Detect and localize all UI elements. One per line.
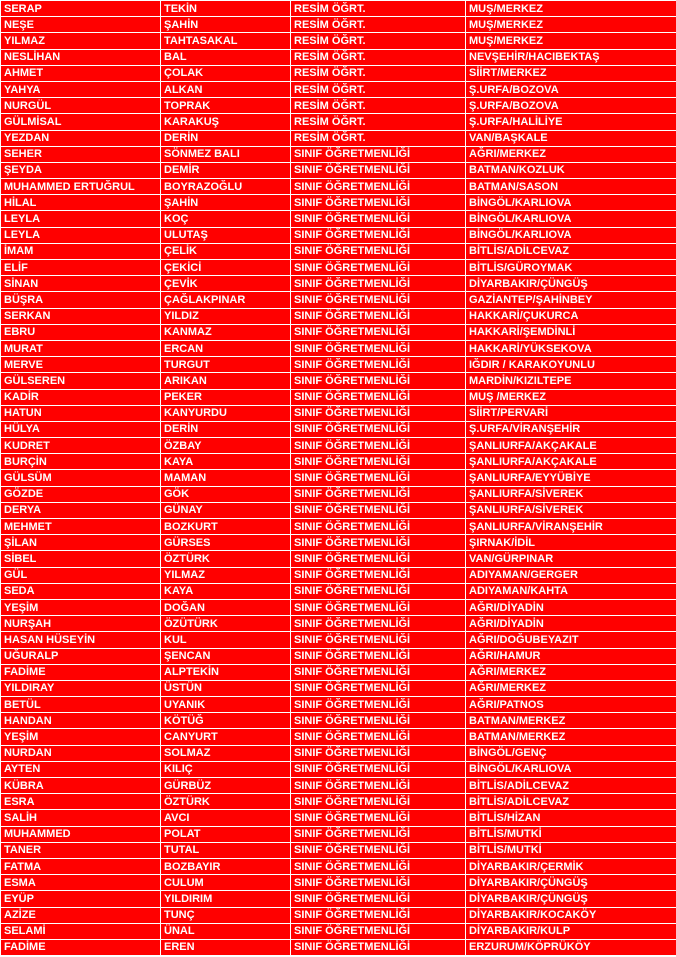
last-name-cell: ÇELİK — [161, 243, 291, 259]
table-row — [1, 535, 676, 551]
table-row — [1, 454, 676, 470]
first-name-cell: MUHAMMED — [1, 826, 161, 842]
location-cell: BİNGÖL/KARLIOVA — [466, 761, 676, 777]
first-name-cell: YILDIRAY — [1, 680, 161, 696]
branch-cell: SINIF ÖĞRETMENLİĞİ — [291, 502, 466, 518]
branch-cell: SINIF ÖĞRETMENLİĞİ — [291, 810, 466, 826]
branch-cell: SINIF ÖĞRETMENLİĞİ — [291, 389, 466, 405]
first-name-cell: MURAT — [1, 340, 161, 356]
last-name-cell: UYANIK — [161, 697, 291, 713]
branch-cell: SINIF ÖĞRETMENLİĞİ — [291, 891, 466, 907]
last-name-cell: ÇAĞLAKPINAR — [161, 292, 291, 308]
last-name-cell: TUTAL — [161, 842, 291, 858]
table-row — [1, 211, 676, 227]
table-row — [1, 632, 676, 648]
last-name-cell: ŞAHİN — [161, 195, 291, 211]
last-name-cell: ÜSTÜN — [161, 680, 291, 696]
last-name-cell: TUNÇ — [161, 907, 291, 923]
first-name-cell: LEYLA — [1, 211, 161, 227]
last-name-cell: KANYURDU — [161, 405, 291, 421]
last-name-cell: KILIÇ — [161, 761, 291, 777]
first-name-cell: SİNAN — [1, 276, 161, 292]
location-cell: HAKKARİ/ŞEMDİNLİ — [466, 324, 676, 340]
branch-cell: RESİM ÖĞRT. — [291, 65, 466, 81]
branch-cell: SINIF ÖĞRETMENLİĞİ — [291, 713, 466, 729]
branch-cell: SINIF ÖĞRETMENLİĞİ — [291, 357, 466, 373]
branch-cell: SINIF ÖĞRETMENLİĞİ — [291, 648, 466, 664]
branch-cell: SINIF ÖĞRETMENLİĞİ — [291, 680, 466, 696]
first-name-cell: HATUN — [1, 405, 161, 421]
table-row — [1, 502, 676, 518]
first-name-cell: HİLAL — [1, 195, 161, 211]
first-name-cell: ŞEYDA — [1, 162, 161, 178]
branch-cell: SINIF ÖĞRETMENLİĞİ — [291, 211, 466, 227]
table-row — [1, 794, 676, 810]
first-name-cell: ESMA — [1, 875, 161, 891]
table-row — [1, 49, 676, 65]
table-row — [1, 939, 676, 955]
first-name-cell: YAHYA — [1, 81, 161, 97]
last-name-cell: KÖTÜĞ — [161, 713, 291, 729]
location-cell: VAN/BAŞKALE — [466, 130, 676, 146]
table-row — [1, 324, 676, 340]
last-name-cell: KARAKUŞ — [161, 114, 291, 130]
last-name-cell: ŞENCAN — [161, 648, 291, 664]
last-name-cell: DERİN — [161, 130, 291, 146]
branch-cell: SINIF ÖĞRETMENLİĞİ — [291, 195, 466, 211]
table-row — [1, 260, 676, 276]
location-cell: Ş.URFA/BOZOVA — [466, 98, 676, 114]
last-name-cell: KANMAZ — [161, 324, 291, 340]
first-name-cell: BETÜL — [1, 697, 161, 713]
last-name-cell: YILDIZ — [161, 308, 291, 324]
branch-cell: SINIF ÖĞRETMENLİĞİ — [291, 761, 466, 777]
branch-cell: RESİM ÖĞRT. — [291, 33, 466, 49]
first-name-cell: NURŞAH — [1, 616, 161, 632]
location-cell: Ş.URFA/BOZOVA — [466, 81, 676, 97]
last-name-cell: ÇOLAK — [161, 65, 291, 81]
location-cell: BİNGÖL/KARLIOVA — [466, 195, 676, 211]
table-row — [1, 583, 676, 599]
last-name-cell: ÖZTÜRK — [161, 794, 291, 810]
first-name-cell: LEYLA — [1, 227, 161, 243]
table-row — [1, 616, 676, 632]
location-cell: AĞRI/DİYADİN — [466, 616, 676, 632]
first-name-cell: KÜBRA — [1, 778, 161, 794]
first-name-cell: YEZDAN — [1, 130, 161, 146]
first-name-cell: FADİME — [1, 939, 161, 955]
location-cell: AĞRI/MERKEZ — [466, 664, 676, 680]
first-name-cell: MUHAMMED ERTUĞRUL — [1, 179, 161, 195]
first-name-cell: SELAMİ — [1, 923, 161, 939]
last-name-cell: ÜNAL — [161, 923, 291, 939]
branch-cell: SINIF ÖĞRETMENLİĞİ — [291, 842, 466, 858]
location-cell: BATMAN/SASON — [466, 179, 676, 195]
branch-cell: SINIF ÖĞRETMENLİĞİ — [291, 664, 466, 680]
last-name-cell: SÖNMEZ BALI — [161, 146, 291, 162]
table-row — [1, 405, 676, 421]
first-name-cell: GÜLMİSAL — [1, 114, 161, 130]
last-name-cell: SOLMAZ — [161, 745, 291, 761]
table-row — [1, 599, 676, 615]
last-name-cell: ÖZTÜRK — [161, 551, 291, 567]
branch-cell: SINIF ÖĞRETMENLİĞİ — [291, 519, 466, 535]
location-cell: Ş.URFA/HALİLİYE — [466, 114, 676, 130]
location-cell: BATMAN/MERKEZ — [466, 729, 676, 745]
table-row — [1, 842, 676, 858]
first-name-cell: FATMA — [1, 858, 161, 874]
table-row — [1, 551, 676, 567]
last-name-cell: ÖZÜTÜRK — [161, 616, 291, 632]
branch-cell: RESİM ÖĞRT. — [291, 130, 466, 146]
branch-cell: SINIF ÖĞRETMENLİĞİ — [291, 421, 466, 437]
location-cell: DİYARBAKIR/KULP — [466, 923, 676, 939]
branch-cell: RESİM ÖĞRT. — [291, 1, 466, 17]
first-name-cell: FADİME — [1, 664, 161, 680]
first-name-cell: SALİH — [1, 810, 161, 826]
branch-cell: SINIF ÖĞRETMENLİĞİ — [291, 276, 466, 292]
last-name-cell: GÜNAY — [161, 502, 291, 518]
table-row — [1, 340, 676, 356]
location-cell: MARDİN/KIZILTEPE — [466, 373, 676, 389]
branch-cell: SINIF ÖĞRETMENLİĞİ — [291, 486, 466, 502]
last-name-cell: POLAT — [161, 826, 291, 842]
last-name-cell: EREN — [161, 939, 291, 955]
branch-cell: SINIF ÖĞRETMENLİĞİ — [291, 470, 466, 486]
table-row — [1, 81, 676, 97]
last-name-cell: CULUM — [161, 875, 291, 891]
table-row — [1, 1, 676, 17]
branch-cell: SINIF ÖĞRETMENLİĞİ — [291, 292, 466, 308]
last-name-cell: KAYA — [161, 583, 291, 599]
table-row — [1, 357, 676, 373]
branch-cell: SINIF ÖĞRETMENLİĞİ — [291, 227, 466, 243]
table-body — [1, 1, 676, 956]
last-name-cell: KOÇ — [161, 211, 291, 227]
last-name-cell: DOĞAN — [161, 599, 291, 615]
first-name-cell: KUDRET — [1, 438, 161, 454]
first-name-cell: DERYA — [1, 502, 161, 518]
table-row — [1, 17, 676, 33]
branch-cell: SINIF ÖĞRETMENLİĞİ — [291, 907, 466, 923]
branch-cell: SINIF ÖĞRETMENLİĞİ — [291, 697, 466, 713]
table-row — [1, 648, 676, 664]
last-name-cell: YILDIRIM — [161, 891, 291, 907]
last-name-cell: TEKİN — [161, 1, 291, 17]
first-name-cell: MEHMET — [1, 519, 161, 535]
location-cell: MUŞ/MERKEZ — [466, 17, 676, 33]
table-row — [1, 697, 676, 713]
branch-cell: SINIF ÖĞRETMENLİĞİ — [291, 551, 466, 567]
table-row — [1, 907, 676, 923]
location-cell: BİTLİS/MUTKİ — [466, 826, 676, 842]
table-row — [1, 567, 676, 583]
first-name-cell: NESLİHAN — [1, 49, 161, 65]
location-cell: ŞANLIURFA/AKÇAKALE — [466, 438, 676, 454]
location-cell: SİİRT/PERVARİ — [466, 405, 676, 421]
table-row — [1, 826, 676, 842]
branch-cell: SINIF ÖĞRETMENLİĞİ — [291, 324, 466, 340]
location-cell: GAZİANTEP/ŞAHİNBEY — [466, 292, 676, 308]
table-row — [1, 162, 676, 178]
last-name-cell: AVCI — [161, 810, 291, 826]
last-name-cell: TURGUT — [161, 357, 291, 373]
branch-cell: SINIF ÖĞRETMENLİĞİ — [291, 794, 466, 810]
branch-cell: SINIF ÖĞRETMENLİĞİ — [291, 373, 466, 389]
location-cell: BATMAN/KOZLUK — [466, 162, 676, 178]
table-row — [1, 146, 676, 162]
branch-cell: SINIF ÖĞRETMENLİĞİ — [291, 729, 466, 745]
table-row — [1, 810, 676, 826]
branch-cell: RESİM ÖĞRT. — [291, 49, 466, 65]
first-name-cell: SERKAN — [1, 308, 161, 324]
table-row — [1, 680, 676, 696]
branch-cell: SINIF ÖĞRETMENLİĞİ — [291, 616, 466, 632]
location-cell: DİYARBAKIR/ÇERMİK — [466, 858, 676, 874]
location-cell: AĞRI/MERKEZ — [466, 680, 676, 696]
last-name-cell: TOPRAK — [161, 98, 291, 114]
branch-cell: SINIF ÖĞRETMENLİĞİ — [291, 179, 466, 195]
table-row — [1, 778, 676, 794]
first-name-cell: ŞİLAN — [1, 535, 161, 551]
branch-cell: SINIF ÖĞRETMENLİĞİ — [291, 308, 466, 324]
location-cell: ŞANLIURFA/VİRANŞEHİR — [466, 519, 676, 535]
location-cell: DİYARBAKIR/ÇÜNGÜŞ — [466, 875, 676, 891]
table-row — [1, 486, 676, 502]
first-name-cell: YEŞİM — [1, 599, 161, 615]
location-cell: BATMAN/MERKEZ — [466, 713, 676, 729]
last-name-cell: TAHTASAKAL — [161, 33, 291, 49]
branch-cell: SINIF ÖĞRETMENLİĞİ — [291, 778, 466, 794]
branch-cell: SINIF ÖĞRETMENLİĞİ — [291, 340, 466, 356]
first-name-cell: EYÜP — [1, 891, 161, 907]
location-cell: BİTLİS/MUTKİ — [466, 842, 676, 858]
first-name-cell: HANDAN — [1, 713, 161, 729]
first-name-cell: BÜŞRA — [1, 292, 161, 308]
last-name-cell: KAYA — [161, 454, 291, 470]
last-name-cell: KUL — [161, 632, 291, 648]
table-row — [1, 664, 676, 680]
first-name-cell: MERVE — [1, 357, 161, 373]
last-name-cell: BOZBAYIR — [161, 858, 291, 874]
location-cell: ŞANLIURFA/EYYÜBİYE — [466, 470, 676, 486]
last-name-cell: BOYRAZOĞLU — [161, 179, 291, 195]
table-row — [1, 470, 676, 486]
last-name-cell: PEKER — [161, 389, 291, 405]
first-name-cell: SERAP — [1, 1, 161, 17]
first-name-cell: NURGÜL — [1, 98, 161, 114]
table-row — [1, 292, 676, 308]
branch-cell: RESİM ÖĞRT. — [291, 98, 466, 114]
first-name-cell: YEŞİM — [1, 729, 161, 745]
table-row — [1, 373, 676, 389]
location-cell: MUŞ/MERKEZ — [466, 1, 676, 17]
branch-cell: SINIF ÖĞRETMENLİĞİ — [291, 405, 466, 421]
branch-cell: SINIF ÖĞRETMENLİĞİ — [291, 260, 466, 276]
location-cell: ADIYAMAN/GERGER — [466, 567, 676, 583]
location-cell: BİTLİS/GÜROYMAK — [466, 260, 676, 276]
table-row — [1, 745, 676, 761]
table-row — [1, 33, 676, 49]
branch-cell: SINIF ÖĞRETMENLİĞİ — [291, 583, 466, 599]
first-name-cell: AZİZE — [1, 907, 161, 923]
table-row — [1, 519, 676, 535]
location-cell: Ş.URFA/VİRANŞEHİR — [466, 421, 676, 437]
last-name-cell: ÖZBAY — [161, 438, 291, 454]
table-row — [1, 195, 676, 211]
location-cell: MUŞ/MERKEZ — [466, 33, 676, 49]
table-row — [1, 438, 676, 454]
table-row — [1, 65, 676, 81]
location-cell: BİTLİS/HİZAN — [466, 810, 676, 826]
branch-cell: SINIF ÖĞRETMENLİĞİ — [291, 826, 466, 842]
branch-cell: SINIF ÖĞRETMENLİĞİ — [291, 438, 466, 454]
first-name-cell: İMAM — [1, 243, 161, 259]
first-name-cell: ESRA — [1, 794, 161, 810]
branch-cell: SINIF ÖĞRETMENLİĞİ — [291, 923, 466, 939]
last-name-cell: ŞAHİN — [161, 17, 291, 33]
location-cell: AĞRI/MERKEZ — [466, 146, 676, 162]
location-cell: DİYARBAKIR/KOCAKÖY — [466, 907, 676, 923]
first-name-cell: GÜL — [1, 567, 161, 583]
location-cell: DİYARBAKIR/ÇÜNGÜŞ — [466, 276, 676, 292]
table-row — [1, 227, 676, 243]
last-name-cell: BOZKURT — [161, 519, 291, 535]
last-name-cell: CANYURT — [161, 729, 291, 745]
table-row — [1, 98, 676, 114]
location-cell: AĞRI/DOĞUBEYAZIT — [466, 632, 676, 648]
location-cell: BİTLİS/ADİLCEVAZ — [466, 243, 676, 259]
last-name-cell: BAL — [161, 49, 291, 65]
first-name-cell: KADİR — [1, 389, 161, 405]
table-row — [1, 729, 676, 745]
first-name-cell: HASAN HÜSEYİN — [1, 632, 161, 648]
location-cell: ŞANLIURFA/SİVEREK — [466, 486, 676, 502]
first-name-cell: TANER — [1, 842, 161, 858]
last-name-cell: GÖK — [161, 486, 291, 502]
first-name-cell: BURÇİN — [1, 454, 161, 470]
location-cell: ŞANLIURFA/AKÇAKALE — [466, 454, 676, 470]
location-cell: HAKKARİ/YÜKSEKOVA — [466, 340, 676, 356]
last-name-cell: YILMAZ — [161, 567, 291, 583]
table-row — [1, 114, 676, 130]
location-cell: IĞDIR / KARAKOYUNLU — [466, 357, 676, 373]
last-name-cell: MAMAN — [161, 470, 291, 486]
table-row — [1, 858, 676, 874]
branch-cell: RESİM ÖĞRT. — [291, 17, 466, 33]
last-name-cell: ULUTAŞ — [161, 227, 291, 243]
location-cell: NEVŞEHİR/HACIBEKTAŞ — [466, 49, 676, 65]
first-name-cell: AHMET — [1, 65, 161, 81]
location-cell: AĞRI/DİYADİN — [466, 599, 676, 615]
last-name-cell: ALPTEKİN — [161, 664, 291, 680]
table-row — [1, 713, 676, 729]
location-cell: MUŞ /MERKEZ — [466, 389, 676, 405]
last-name-cell: ALKAN — [161, 81, 291, 97]
first-name-cell: SEDA — [1, 583, 161, 599]
last-name-cell: DEMİR — [161, 162, 291, 178]
table-row — [1, 130, 676, 146]
last-name-cell: GÜRBÜZ — [161, 778, 291, 794]
branch-cell: RESİM ÖĞRT. — [291, 81, 466, 97]
first-name-cell: ELİF — [1, 260, 161, 276]
branch-cell: SINIF ÖĞRETMENLİĞİ — [291, 162, 466, 178]
first-name-cell: GÜLSEREN — [1, 373, 161, 389]
branch-cell: SINIF ÖĞRETMENLİĞİ — [291, 632, 466, 648]
table-row — [1, 276, 676, 292]
location-cell: ADIYAMAN/KAHTA — [466, 583, 676, 599]
table-row — [1, 891, 676, 907]
last-name-cell: GÜRSES — [161, 535, 291, 551]
location-cell: HAKKARİ/ÇUKURCA — [466, 308, 676, 324]
branch-cell: SINIF ÖĞRETMENLİĞİ — [291, 745, 466, 761]
last-name-cell: ÇEKİCİ — [161, 260, 291, 276]
branch-cell: SINIF ÖĞRETMENLİĞİ — [291, 243, 466, 259]
branch-cell: RESİM ÖĞRT. — [291, 114, 466, 130]
location-cell: BİNGÖL/KARLIOVA — [466, 227, 676, 243]
table-row — [1, 421, 676, 437]
location-cell: DİYARBAKIR/ÇÜNGÜŞ — [466, 891, 676, 907]
first-name-cell: NEŞE — [1, 17, 161, 33]
location-cell: BİNGÖL/GENÇ — [466, 745, 676, 761]
table-row — [1, 243, 676, 259]
last-name-cell: ÇEVİK — [161, 276, 291, 292]
branch-cell: SINIF ÖĞRETMENLİĞİ — [291, 146, 466, 162]
location-cell: BİTLİS/ADİLCEVAZ — [466, 778, 676, 794]
branch-cell: SINIF ÖĞRETMENLİĞİ — [291, 939, 466, 955]
last-name-cell: DERİN — [161, 421, 291, 437]
first-name-cell: SEHER — [1, 146, 161, 162]
last-name-cell: ARIKAN — [161, 373, 291, 389]
table-row — [1, 179, 676, 195]
first-name-cell: YILMAZ — [1, 33, 161, 49]
table-row — [1, 761, 676, 777]
location-cell: ŞIRNAK/İDİL — [466, 535, 676, 551]
branch-cell: SINIF ÖĞRETMENLİĞİ — [291, 454, 466, 470]
location-cell: VAN/GÜRPINAR — [466, 551, 676, 567]
branch-cell: SINIF ÖĞRETMENLİĞİ — [291, 535, 466, 551]
first-name-cell: AYTEN — [1, 761, 161, 777]
branch-cell: SINIF ÖĞRETMENLİĞİ — [291, 567, 466, 583]
table-row — [1, 308, 676, 324]
first-name-cell: NURDAN — [1, 745, 161, 761]
last-name-cell: ERCAN — [161, 340, 291, 356]
location-cell: BİTLİS/ADİLCEVAZ — [466, 794, 676, 810]
table-row — [1, 389, 676, 405]
first-name-cell: GÜLSÜM — [1, 470, 161, 486]
first-name-cell: HÜLYA — [1, 421, 161, 437]
location-cell: BİNGÖL/KARLIOVA — [466, 211, 676, 227]
location-cell: AĞRI/HAMUR — [466, 648, 676, 664]
location-cell: ERZURUM/KÖPRÜKÖY — [466, 939, 676, 955]
branch-cell: SINIF ÖĞRETMENLİĞİ — [291, 858, 466, 874]
first-name-cell: UĞURALP — [1, 648, 161, 664]
table-row — [1, 875, 676, 891]
table-row — [1, 923, 676, 939]
branch-cell: SINIF ÖĞRETMENLİĞİ — [291, 599, 466, 615]
location-cell: SİİRT/MERKEZ — [466, 65, 676, 81]
first-name-cell: GÖZDE — [1, 486, 161, 502]
location-cell: ŞANLIURFA/SİVEREK — [466, 502, 676, 518]
location-cell: AĞRI/PATNOS — [466, 697, 676, 713]
first-name-cell: SİBEL — [1, 551, 161, 567]
first-name-cell: EBRU — [1, 324, 161, 340]
branch-cell: SINIF ÖĞRETMENLİĞİ — [291, 875, 466, 891]
